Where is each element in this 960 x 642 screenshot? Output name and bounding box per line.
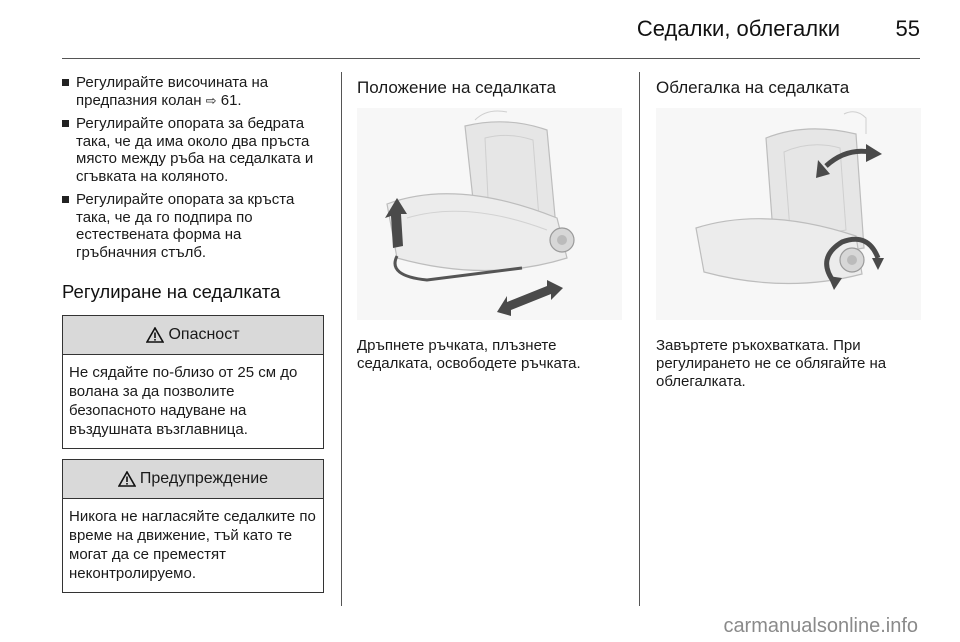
warning-box-body: Никога не нагласяйте седалките по време на движение, тъй като те могат да се преместят неконтролируемо. [69,508,316,582]
danger-box-body: Не сядайте по-близо от 25 см до волана за да позволите безопасното надуване на въздушната възглавница. [69,364,298,438]
column-right [656,74,921,391]
page-title: Седалки, облегалки [636,16,840,41]
column-left [62,74,324,603]
page-number: 55 [895,16,920,41]
column-middle [357,74,622,373]
header-divider [62,58,920,59]
danger-box-header [63,316,323,355]
warning-triangle-icon [118,471,136,487]
danger-box-title: Опасност [168,326,240,343]
page-header [0,0,960,60]
bullet-list [62,74,324,261]
section-heading: Регулиране на седалката [62,281,281,302]
column-divider [639,72,640,606]
list-item: Регулирайте опората за кръста така, че да го подпира по естествената форма на гръбначния стълб. [62,191,324,261]
warning-triangle-icon [146,327,164,343]
section-heading: Положение на седалката [357,78,556,97]
backrest-illustration [656,108,921,320]
figure-caption: Завъртете ръкохватката. При регулирането не се облягайте на облегалката. [656,337,887,390]
list-item: Регулирайте опората за бедрата така, че да има около два пръста място между ръба на седалката и сгъвката на коляното. [62,115,324,185]
bullet-square-icon [62,79,69,86]
warning-box [62,459,324,593]
seat-position-illustration [357,108,622,320]
danger-box [62,315,324,449]
section-heading: Облегалка на седалката [656,78,850,97]
warning-box-title: Предупреждение [139,470,269,487]
warning-box-header [63,460,323,499]
watermark: carmanualsonline.info [723,615,918,637]
figure-caption: Дръпнете ръчката, плъзнете седалката, освободете ръчката. [357,337,581,372]
page-ref-link[interactable]: 61. [220,91,242,109]
column-divider [341,72,342,606]
bullet-square-icon [62,196,69,203]
arrow-ref-icon: ⇨ [205,92,217,108]
bullet-square-icon [62,120,69,127]
list-item: Регулирайте височината на предпазния колан ⇨ 61. [62,74,324,109]
